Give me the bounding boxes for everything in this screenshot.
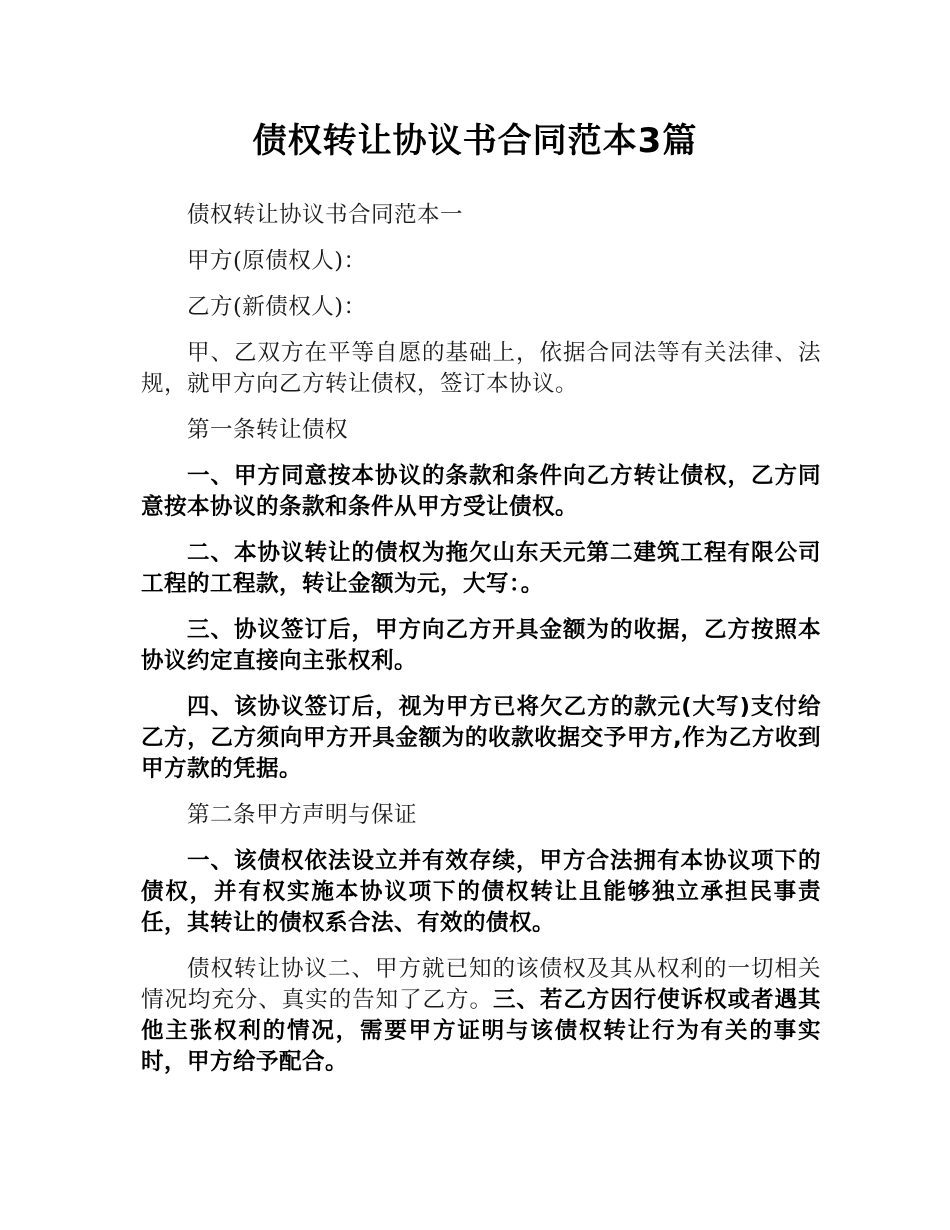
article-two-clause-2: 债权转让协议二、甲方就已知的该债权及其从权利的一切相关情况均充分、真实的告知了乙方。 xyxy=(141,956,821,1013)
contract-subtitle: 债权转让协议书合同范本一 xyxy=(187,202,464,228)
article-one-heading: 第一条转让债权 xyxy=(187,417,349,443)
document-title: 债权转让协议书合同范本3篇 xyxy=(252,121,698,161)
article-two-clause-3: 三、若乙方因行使诉权或者遇其他主张权利的情况，需要甲方证明与该债权转让行为有关的事实时，甲方给予配合。 xyxy=(141,987,821,1075)
article-one-clause-2: 二、本协议转让的债权为拖欠山东天元第二建筑工程有限公司工程的工程款，转让金额为元，大写：。 xyxy=(141,540,821,597)
article-two-clause-1: 一、该债权依法设立并有效存续，甲方合法拥有本协议项下的债权，并有权实施本协议项下的债权转让且能够独立承担民事责任，其转让的债权系合法、有效的债权。 xyxy=(141,848,821,936)
article-one-clause-3: 三、协议签订后，甲方向乙方开具金额为的收据，乙方按照本协议约定直接向主张权利。 xyxy=(141,617,821,674)
article-two-mixed-paragraph xyxy=(141,954,821,1078)
preamble-paragraph: 甲、乙双方在平等自愿的基础上，依据合同法等有关法律、法规，就甲方向乙方转让债权，签订本协议。 xyxy=(141,340,821,397)
article-one-clause-4: 四、该协议签订后，视为甲方已将欠乙方的款元(大写)支付给乙方，乙方须向甲方开具金额为的收款收据交予甲方,作为乙方收到甲方款的凭据。 xyxy=(141,694,821,782)
document-body xyxy=(141,200,821,1093)
party-a-line: 甲方(原债权人)： xyxy=(187,248,367,274)
article-one-clause-1: 一、甲方同意按本协议的条款和条件向乙方转让债权，乙方同意按本协议的条款和条件从甲方受让债权。 xyxy=(141,463,821,520)
party-b-line: 乙方(新债权人)： xyxy=(187,294,367,320)
article-two-heading: 第二条甲方声明与保证 xyxy=(187,802,418,828)
